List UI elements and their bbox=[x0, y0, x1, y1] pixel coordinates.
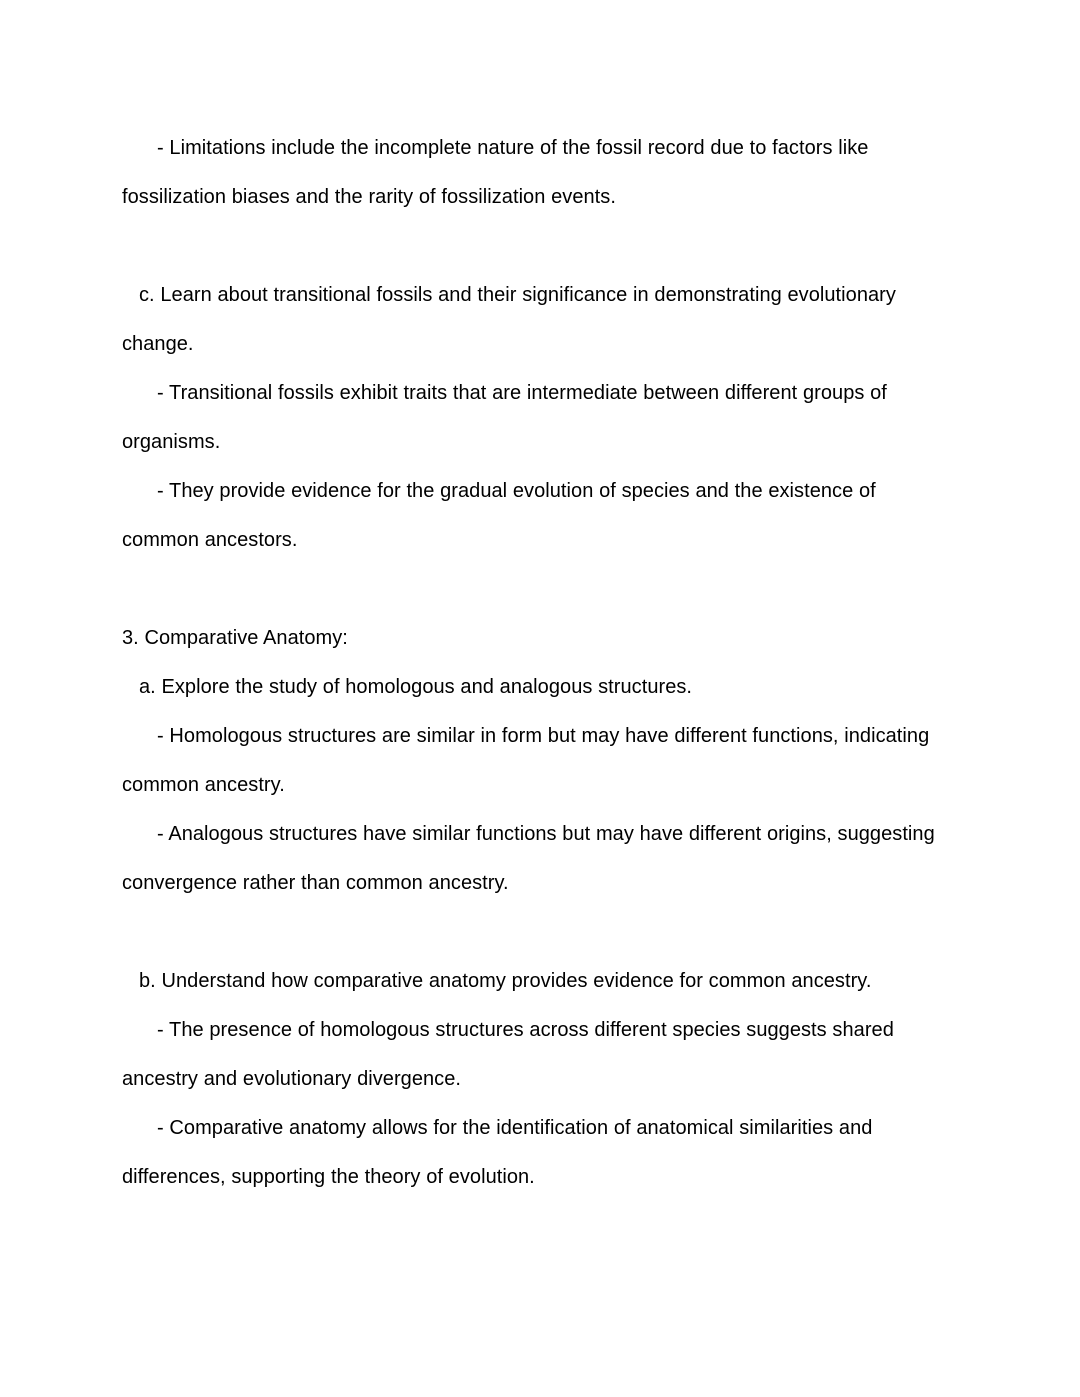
paragraph-homologous-shared-ancestry: - The presence of homologous structures across different species suggests shared ancestry and evolutionary divergence. bbox=[122, 1019, 894, 1090]
document-text-body bbox=[122, 124, 958, 1202]
paragraph-analogous-structures: - Analogous structures have similar functions but may have different origins, suggesting convergence rather than common ancestry. bbox=[122, 823, 935, 894]
paragraph-item-c-transitional-fossils: c. Learn about transitional fossils and their significance in demonstrating evolutionary change. bbox=[122, 284, 896, 355]
paragraph-comparative-anatomy-identification: - Comparative anatomy allows for the identification of anatomical similarities and differences, supporting the theory of evolution. bbox=[122, 1117, 873, 1188]
paragraph-homologous-structures: - Homologous structures are similar in form but may have different functions, indicating common ancestry. bbox=[122, 725, 930, 796]
paragraph-transitional-traits: - Transitional fossils exhibit traits that are intermediate between different groups of organisms. bbox=[122, 382, 887, 453]
paragraph-transitional-evidence: - They provide evidence for the gradual evolution of species and the existence of common ancestors. bbox=[122, 480, 876, 551]
paragraph-item-a-homologous-analogous: a. Explore the study of homologous and analogous structures. bbox=[139, 676, 693, 698]
heading-3-comparative-anatomy: 3. Comparative Anatomy: bbox=[122, 627, 348, 649]
paragraph-limitations: - Limitations include the incomplete nature of the fossil record due to factors like fossilization biases and the rarity of fossilization events. bbox=[122, 137, 869, 208]
paragraph-item-b-common-ancestry: b. Understand how comparative anatomy provides evidence for common ancestry. bbox=[139, 970, 872, 992]
